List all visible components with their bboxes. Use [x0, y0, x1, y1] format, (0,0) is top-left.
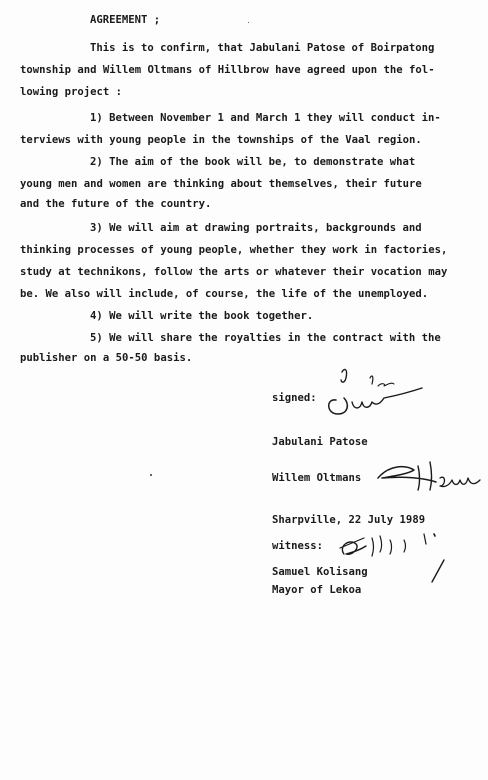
signature-1	[322, 364, 432, 422]
clause-5-line: publisher on a 50-50 basis.	[20, 352, 193, 364]
clause-2-line: young men and women are thinking about themselves, their future	[20, 178, 422, 190]
witness-title: Mayor of Lekoa	[272, 584, 362, 596]
ink-speck	[150, 474, 152, 476]
witness-name: Samuel Kolisang	[272, 566, 368, 578]
party-1-name: Jabulani Patose	[272, 436, 368, 448]
clause-4-line: 4) We will write the book together.	[90, 310, 314, 322]
place-date: Sharpville, 22 July 1989	[272, 514, 426, 526]
clause-1-line: 1) Between November 1 and March 1 they will conduct in-	[90, 112, 441, 124]
party-2-name: Willem Oltmans	[272, 472, 362, 484]
clause-2-line: and the future of the country.	[20, 198, 212, 210]
clause-5-line: 5) We will share the royalties in the contract with the	[90, 332, 441, 344]
paragraph-intro-line: This is to confirm, that Jabulani Patose of Boirpatong	[90, 42, 435, 54]
witness-mark	[428, 558, 448, 586]
paragraph-intro-line: lowing project :	[20, 86, 123, 98]
paragraph-intro-line: township and Willem Oltmans of Hillbrow have agreed upon the fol-	[20, 64, 435, 76]
signature-2	[374, 456, 486, 496]
clause-2-line: 2) The aim of the book will be, to demonstrate what	[90, 156, 416, 168]
clause-3-line: be. We also will include, of course, the life of the unemployed.	[20, 288, 429, 300]
document-title: AGREEMENT ;	[90, 14, 161, 26]
clause-3-line: study at technikons, follow the arts or whatever their vocation may	[20, 266, 448, 278]
clause-3-line: thinking processes of young people, whether they work in factories,	[20, 244, 448, 256]
clause-3-line: 3) We will aim at drawing portraits, backgrounds and	[90, 222, 422, 234]
witness-label: witness:	[272, 540, 324, 552]
clause-1-line: terviews with young people in the townships of the Vaal region.	[20, 134, 422, 146]
signed-label: signed:	[272, 392, 317, 404]
ink-speck	[248, 22, 249, 23]
